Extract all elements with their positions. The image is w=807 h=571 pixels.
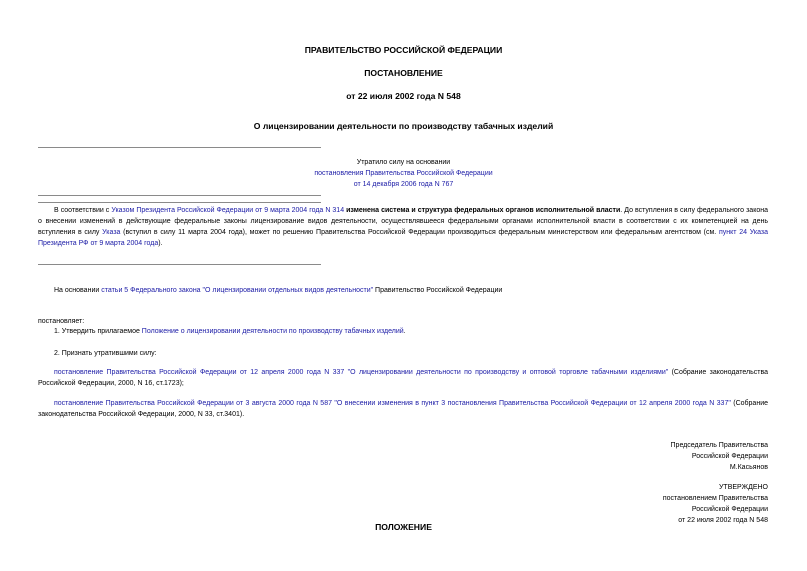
status-note-text: Утратило силу на основании <box>356 159 451 166</box>
decree-314-link[interactable]: Указом Президента Российской Федерации от 9 марта 2004 года N 314 <box>111 207 345 214</box>
text: На основании <box>54 287 102 294</box>
text: Правительство Российской Федерации <box>373 287 503 294</box>
approval-heading: УТВЕРЖДЕНО <box>718 484 768 491</box>
text: (Собрание законодательства Российской Федерации, 2000, N 16, ст.1723); <box>38 369 768 387</box>
resolution-337-link[interactable]: постановление Правительства Российской Федерации от 12 апреля 2000 года N 337 "О лицензировании деятельности по производству и оптовой торговле табачными изделиями" <box>54 369 669 376</box>
approval-line: постановлением Правительства <box>662 495 768 502</box>
divider <box>38 195 321 196</box>
item-1 <box>38 326 768 337</box>
item-2: 2. Признать утратившими силу: <box>54 350 157 357</box>
text: ). <box>158 240 163 247</box>
signature-name: М.Касьянов <box>729 464 768 471</box>
bold-text: изменена система и структура федеральных органов исполнительной власти <box>346 207 621 214</box>
text: В соответствии с <box>54 207 112 214</box>
document-title: О лицензировании деятельности по производству табачных изделий <box>253 121 554 131</box>
signature-block <box>671 440 768 473</box>
regulation-link[interactable]: Положение о лицензировании деятельности по производству табачных изделий <box>141 328 404 335</box>
federal-law-article-5-link[interactable]: статьи 5 Федерального закона "О лицензировании отдельных видов деятельности" <box>101 287 374 294</box>
text: 1. Утвердить прилагаемое <box>54 328 142 335</box>
approval-line: Российской Федерации <box>691 506 768 513</box>
basis-paragraph <box>38 285 768 296</box>
signature-position: Председатель Правительства <box>670 442 768 449</box>
approval-date: от 22 июля 2002 года N 548 <box>678 517 768 524</box>
government-heading: ПРАВИТЕЛЬСТВО РОССИЙСКОЙ ФЕДЕРАЦИИ <box>304 45 503 55</box>
decree-point-24-link[interactable]: пункт 24 Указа Президента РФ от 9 марта 2004 года <box>38 229 768 247</box>
resolves-text: постановляет: <box>38 318 85 325</box>
approval-block <box>663 482 768 526</box>
document-date-number: от 22 июля 2002 года N 548 <box>346 91 461 101</box>
text: (Собрание законодательства Российской Федерации, 2000, N 33, ст.3401). <box>38 400 768 418</box>
editorial-note-paragraph <box>38 205 768 249</box>
regulation-heading: ПОЛОЖЕНИЕ <box>375 522 432 532</box>
status-note-link-date[interactable]: от 14 декабря 2006 года N 767 <box>353 181 454 188</box>
status-note-link-resolution[interactable]: постановления Правительства Российской Федерации <box>314 170 493 177</box>
signature-country: Российской Федерации <box>691 453 768 460</box>
divider <box>38 264 321 265</box>
text: (вступил в силу 11 марта 2004 года), может по решению Правительства Российской Федерации производиться федеральным министерством или федеральным агентством (см. <box>120 229 719 236</box>
divider <box>38 147 321 148</box>
text: . <box>403 328 406 335</box>
text: . До вступления в силу федерального закона о внесении изменений в действующие федеральные законы лицензирование видов деятельности, осуществлявшееся федеральными органами исполнительной власти в соответствии с их компетенцией на день вступления в силу <box>38 207 768 236</box>
decree-link[interactable]: Указа <box>102 229 121 236</box>
repealed-act-2 <box>38 398 768 420</box>
document-type: ПОСТАНОВЛЕНИЕ <box>364 68 443 78</box>
repealed-act-1 <box>38 367 768 389</box>
resolution-587-link[interactable]: постановление Правительства Российской Федерации от 3 августа 2000 года N 587 "О внесении изменения в пункт 3 постановления Правительства Российской Федерации от 12 апреля 2000 года N 337" <box>54 400 731 407</box>
divider <box>38 202 321 203</box>
